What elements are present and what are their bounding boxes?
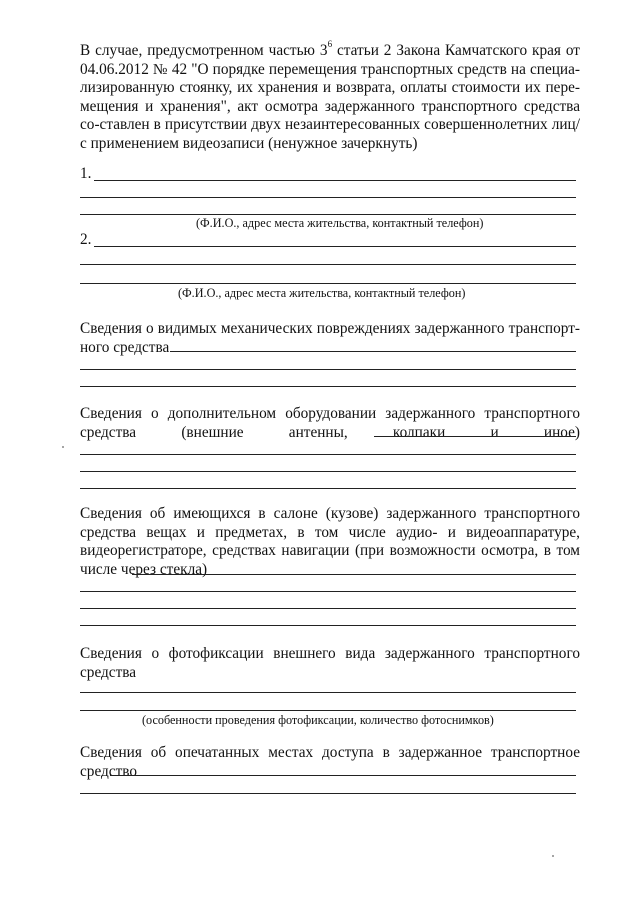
damage-line-3[interactable] [80,386,576,387]
witness-2-line-2[interactable] [80,264,576,265]
witness-1-line-3[interactable] [80,214,576,215]
sealed-section-text: Сведения об опечатанных местах доступа в задержанное транспортное средство [80,744,580,780]
scan-speck [62,446,64,448]
sealed-line-1[interactable] [110,775,576,776]
photo-section-text: Сведения о фотофиксации внешнего вида задержанного транспортного средства [80,645,580,681]
sealed-line-2[interactable] [80,793,576,794]
equipment-line-1[interactable] [374,436,576,437]
intro-text-rest: статьи 2 Закона Камчатского края от 04.06.2012 № 42 "О порядке перемещения транспортных средств на специа-лизированную стоянку, их хранения и возврата, оплаты стоимости их пере-мещения и хранения", акт осмотра задержанного транспортного средства со-ставлен в присутствии двух незаинтересованных совершеннолетних лиц/с применением видеозаписи (ненужное зачеркнуть) [80,42,580,152]
belongings-line-1[interactable] [132,574,576,575]
witness-1-line-1[interactable] [94,180,576,181]
photo-line-1[interactable] [80,692,576,693]
damage-line-1[interactable] [170,351,576,352]
photo-line-2[interactable] [80,710,576,711]
witness-1-line-2[interactable] [80,197,576,198]
photo-caption: (особенности проведения фотофиксации, количество фотоснимков) [142,713,494,727]
damage-section-text: Сведения о видимых механических повреждениях задержанного транспорт-ного средства [80,320,580,356]
scan-speck [552,855,554,857]
belongings-line-3[interactable] [80,608,576,609]
equipment-section-text: Сведения о дополнительном оборудовании задержанного транспортного средства (внешние антенны, колпаки и иное) [80,405,580,441]
witness-2-number: 2. [80,231,92,248]
witness-1-number: 1. [80,165,92,182]
damage-line-2[interactable] [80,369,576,370]
witness-2-line-1[interactable] [94,246,576,247]
belongings-line-4[interactable] [80,625,576,626]
witness-2-caption: (Ф.И.О., адрес места жительства, контактный телефон) [178,286,466,300]
equipment-line-4[interactable] [80,488,576,489]
equipment-line-3[interactable] [80,471,576,472]
intro-paragraph [80,38,580,154]
equipment-line-2[interactable] [80,454,576,455]
belongings-section-text: Сведения об имеющихся в салоне (кузове) задержанного транспортного средства вещах и предметах, в том числе аудио- и видеоаппаратуре, видеорегистраторе, средствах навигации (при возможности осмотра, в том числе через стекла) [80,505,580,578]
witness-2-line-3[interactable] [80,283,576,284]
intro-text-start: В случае, предусмотренном частью 3 [80,42,328,59]
belongings-line-2[interactable] [80,591,576,592]
intro-superscript: 6 [327,38,333,49]
witness-1-caption: (Ф.И.О., адрес места жительства, контактный телефон) [196,216,484,230]
